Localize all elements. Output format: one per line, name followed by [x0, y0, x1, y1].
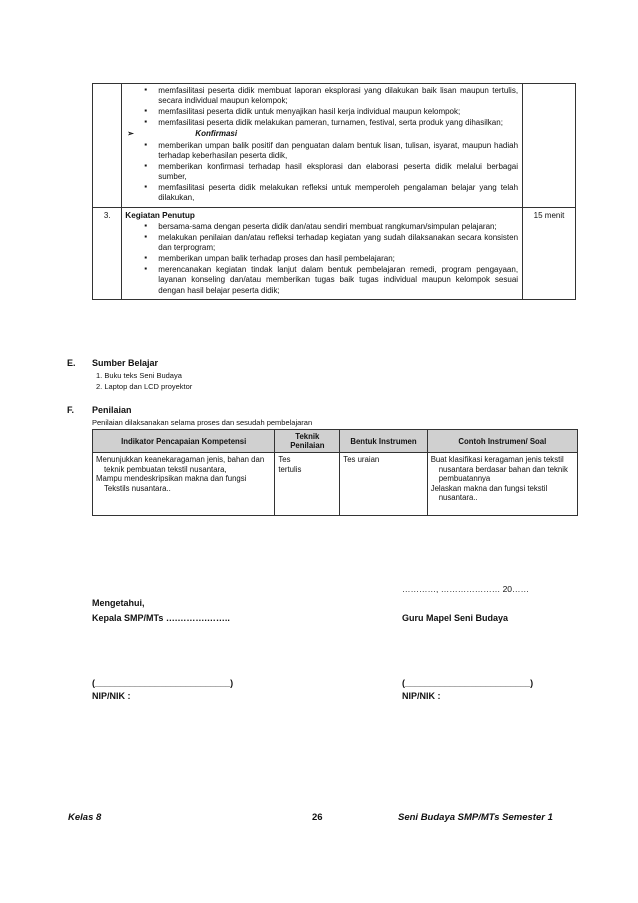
- bentuk-cell: Tes uraian: [340, 453, 427, 516]
- list-item: ▪ bersama-sama dengan peserta didik dan/atau sendiri membuat rangkuman/simpulan pelajaran;: [125, 222, 518, 232]
- contoh-cell: [427, 453, 577, 516]
- nip-left: NIP/NIK :: [92, 691, 131, 701]
- column-header: Contoh Instrumen/ Soal: [427, 430, 577, 453]
- column-header: Teknik Penilaian: [275, 430, 340, 453]
- activity-table: [92, 83, 576, 300]
- indikator-item: Mampu mendeskripsikan makna dan fungsi Tekstils nusantara..: [96, 474, 247, 493]
- list-item: ▪ memfasilitasi peserta didik melakukan pameran, turnamen, festival, serta produk yang dihasilkan;: [125, 118, 518, 128]
- signature-blank-left: (___________________________): [92, 678, 234, 688]
- list-item: ▪ memfasilitasi peserta didik untuk menyajikan hasil kerja individual maupun kelompok;: [125, 107, 518, 117]
- table-row: [93, 84, 576, 208]
- section-e-title: Sumber Belajar: [92, 358, 159, 368]
- konfirmasi-heading: [125, 129, 518, 141]
- section-f-letter: F.: [67, 405, 75, 415]
- list-item: ▪ memfasilitasi peserta didik melakukan refleksi untuk memperoleh pengalaman belajar yang telah dilakukan,: [125, 183, 518, 204]
- penutup-title: Kegiatan Penutup: [125, 210, 195, 220]
- penilaian-table: [92, 429, 578, 516]
- penilaian-intro: Penilaian dilaksanakan selama proses dan sesudah pembelajaran: [92, 418, 313, 427]
- kepala-label: Kepala SMP/MTs ….……….……..: [92, 613, 230, 623]
- list-item: ▪ memberikan umpan balik terhadap proses dan hasil pembelajaran;: [125, 254, 518, 264]
- page-number: 26: [312, 812, 323, 823]
- list-item: ▪ merencanakan kegiatan tindak lanjut dalam bentuk pembelajaran remedi, program pengayaan, layanan konseling dan/atau memberikan tugas baik tugas individual maupun kelompok sesuai dengan hasil belajar peserta didik;: [125, 265, 518, 296]
- list-item: ▪ memfasilitasi peserta didik membuat laporan eksplorasi yang dilakukan baik lisan maupun tertulis, secara individual maupun kelompok;: [125, 86, 518, 107]
- mengetahui-label: Mengetahui,: [92, 598, 145, 608]
- list-item: ▪ memberikan umpan balik positif dan penguatan dalam bentuk lisan, tulisan, isyarat, maupun hadiah terhadap keberhasilan peserta didik,: [125, 141, 518, 162]
- teknik-cell: [275, 453, 340, 516]
- list-item: 1. Buku teks Seni Budaya: [96, 371, 182, 380]
- list-item: 2. Laptop dan LCD proyektor: [96, 382, 193, 391]
- indikator-item: Menunjukkan keanekaragaman jenis, bahan dan teknik pembuatan tekstil nusantara,: [96, 455, 265, 474]
- contoh-item: Jelaskan makna dan fungsi tekstil nusantara..: [430, 483, 548, 503]
- guru-label: Guru Mapel Seni Budaya: [402, 613, 509, 623]
- section-e-letter: E.: [67, 358, 76, 368]
- contoh-item: Buat klasifikasi keragaman jenis tekstil nusantara berdasar bahan dan teknik pembuatannya: [430, 455, 568, 484]
- arrow-bullet-icon: ➢: [127, 128, 134, 138]
- number-cell: [93, 84, 122, 208]
- indikator-cell: [93, 453, 275, 516]
- table-row: [93, 207, 576, 299]
- column-header: Bentuk Instrumen: [340, 430, 427, 453]
- date-line: …………, ………………… 20……: [402, 584, 530, 594]
- teknik-line: Tes: [278, 455, 291, 464]
- section-f-title: Penilaian: [92, 405, 132, 415]
- teknik-line: tertulis: [278, 464, 302, 474]
- list-item: ▪ memberikan konfirmasi terhadap hasil eksplorasi dan elaborasi peserta didik melalui berbagai sumber,: [125, 162, 518, 183]
- time-cell: 15 menit: [523, 207, 576, 299]
- list-item: ▪ melakukan penilaian dan/atau refleksi terhadap kegiatan yang sudah dilaksanakan secara konsisten dan terprogram;: [125, 233, 518, 254]
- table-row: [93, 453, 578, 516]
- konfirmasi-label: Konfirmasi: [195, 128, 238, 138]
- column-header: Indikator Pencapaian Kompetensi: [93, 430, 275, 453]
- table-header-row: [93, 430, 578, 453]
- time-cell: [523, 84, 576, 208]
- nip-right: NIP/NIK :: [402, 691, 441, 701]
- footer-class: Kelas 8: [68, 812, 102, 823]
- description-cell: [122, 207, 523, 299]
- number-cell: 3.: [93, 207, 122, 299]
- footer-title: Seni Budaya SMP/MTs Semester 1: [398, 812, 553, 823]
- signature-blank-right: (_________________________): [402, 678, 534, 688]
- description-cell: [122, 84, 523, 208]
